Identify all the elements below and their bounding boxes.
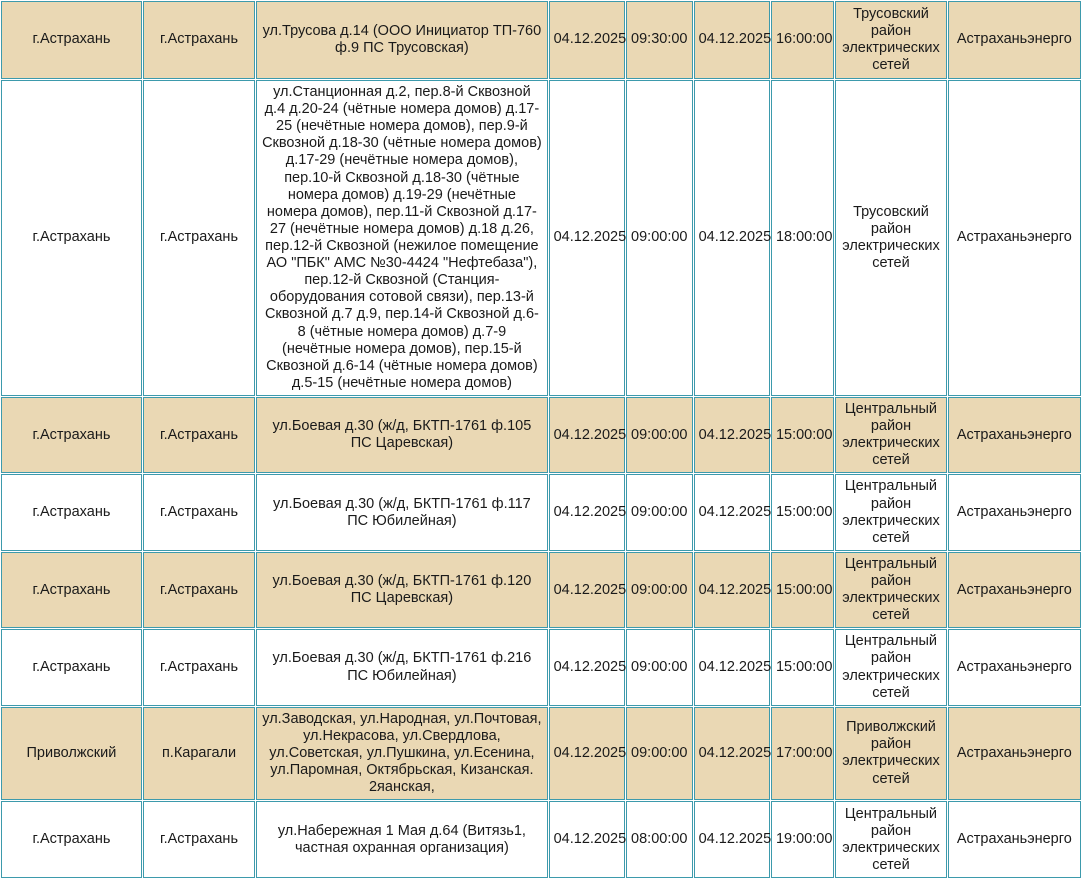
cell-address: ул.Боевая д.30 (ж/д, БКТП-1761 ф.117 ПС Юбилейная)	[256, 474, 547, 550]
cell-address: ул.Боевая д.30 (ж/д, БКТП-1761 ф.120 ПС Царевская)	[256, 552, 547, 628]
cell-organization: Астраханьэнерго	[948, 552, 1081, 628]
cell-locality: г.Астрахань	[143, 552, 255, 628]
table-row	[1, 801, 1081, 878]
cell-start-date: 04.12.2025	[549, 474, 625, 550]
cell-network-district: Трусовский район электрических сетей	[835, 1, 946, 79]
cell-network-district: Центральный район электрических сетей	[835, 397, 946, 473]
cell-end-time: 15:00:00	[771, 397, 834, 473]
cell-start-time: 09:00:00	[626, 552, 693, 628]
cell-locality: г.Астрахань	[143, 474, 255, 550]
cell-end-date: 04.12.2025	[694, 552, 770, 628]
cell-end-time: 15:00:00	[771, 552, 834, 628]
cell-locality: г.Астрахань	[143, 397, 255, 473]
cell-end-time: 15:00:00	[771, 474, 834, 550]
cell-network-district: Центральный район электрических сетей	[835, 801, 946, 878]
cell-district: г.Астрахань	[1, 397, 142, 473]
cell-district: Приволжский	[1, 707, 142, 801]
cell-organization: Астраханьэнерго	[948, 80, 1081, 396]
cell-start-time: 09:00:00	[626, 397, 693, 473]
table-row	[1, 80, 1081, 396]
cell-start-date: 04.12.2025	[549, 397, 625, 473]
cell-end-time: 15:00:00	[771, 629, 834, 705]
cell-start-time: 09:00:00	[626, 474, 693, 550]
cell-district: г.Астрахань	[1, 629, 142, 705]
table-row	[1, 629, 1081, 705]
cell-start-date: 04.12.2025	[549, 1, 625, 79]
cell-address: ул.Боевая д.30 (ж/д, БКТП-1761 ф.105 ПС Царевская)	[256, 397, 547, 473]
cell-locality: г.Астрахань	[143, 801, 255, 878]
cell-district: г.Астрахань	[1, 1, 142, 79]
cell-district: г.Астрахань	[1, 801, 142, 878]
cell-end-date: 04.12.2025	[694, 801, 770, 878]
cell-end-time: 16:00:00	[771, 1, 834, 79]
outage-table-body	[1, 1, 1081, 878]
cell-end-date: 04.12.2025	[694, 80, 770, 396]
cell-end-date: 04.12.2025	[694, 1, 770, 79]
cell-end-time: 19:00:00	[771, 801, 834, 878]
cell-start-date: 04.12.2025	[549, 629, 625, 705]
cell-organization: Астраханьэнерго	[948, 707, 1081, 801]
cell-start-date: 04.12.2025	[549, 552, 625, 628]
cell-start-date: 04.12.2025	[549, 707, 625, 801]
cell-network-district: Центральный район электрических сетей	[835, 474, 946, 550]
cell-organization: Астраханьэнерго	[948, 629, 1081, 705]
cell-start-time: 09:30:00	[626, 1, 693, 79]
cell-network-district: Центральный район электрических сетей	[835, 552, 946, 628]
cell-end-date: 04.12.2025	[694, 629, 770, 705]
table-row	[1, 552, 1081, 628]
cell-address: ул.Набережная 1 Мая д.64 (Витязь1, частная охранная организация)	[256, 801, 547, 878]
cell-start-time: 09:00:00	[626, 629, 693, 705]
cell-locality: п.Карагали	[143, 707, 255, 801]
cell-end-time: 17:00:00	[771, 707, 834, 801]
cell-locality: г.Астрахань	[143, 1, 255, 79]
cell-start-date: 04.12.2025	[549, 80, 625, 396]
cell-address: ул.Боевая д.30 (ж/д, БКТП-1761 ф.216 ПС Юбилейная)	[256, 629, 547, 705]
cell-organization: Астраханьэнерго	[948, 397, 1081, 473]
cell-organization: Астраханьэнерго	[948, 801, 1081, 878]
cell-end-time: 18:00:00	[771, 80, 834, 396]
table-row	[1, 397, 1081, 473]
table-row	[1, 474, 1081, 550]
cell-organization: Астраханьэнерго	[948, 1, 1081, 79]
cell-organization: Астраханьэнерго	[948, 474, 1081, 550]
cell-end-date: 04.12.2025	[694, 397, 770, 473]
cell-start-time: 09:00:00	[626, 80, 693, 396]
cell-start-time: 08:00:00	[626, 801, 693, 878]
cell-address: ул.Трусова д.14 (ООО Инициатор ТП-760 ф.9 ПС Трусовская)	[256, 1, 547, 79]
cell-network-district: Центральный район электрических сетей	[835, 629, 946, 705]
cell-district: г.Астрахань	[1, 80, 142, 396]
cell-district: г.Астрахань	[1, 474, 142, 550]
cell-locality: г.Астрахань	[143, 80, 255, 396]
cell-start-time: 09:00:00	[626, 707, 693, 801]
cell-district: г.Астрахань	[1, 552, 142, 628]
table-row	[1, 1, 1081, 79]
cell-start-date: 04.12.2025	[549, 801, 625, 878]
cell-address: ул.Станционная д.2, пер.8-й Сквозной д.4 д.20-24 (чётные номера домов) д.17-25 (нечётные номера домов), пер.9-й Сквозной д.18-30 (чётные номера домов) д.17-29 (нечётные номера домов), пер.10-й Сквозной д.18-30 (чётные номера домов) д.19-29 (нечётные номера домов), пер.11-й Сквозной д.17-27 (нечётные номера домов) д.18 д.26, пер.12-й Сквозной (нежилое помещение АО "ПБК" АМС №30-4424 "Нефтебаза"), пер.12-й Сквозной (Станция-оборудования сотовой связи), пер.13-й Сквозной д.7 д.9, пер.14-й Сквозной д.6-8 (чётные номера домов) д.7-9 (нечётные номера домов), пер.15-й Сквозной д.6-14 (чётные номера домов) д.5-15 (нечётные номера домов)	[256, 80, 547, 396]
cell-locality: г.Астрахань	[143, 629, 255, 705]
cell-address: ул.Заводская, ул.Народная, ул.Почтовая, ул.Некрасова, ул.Свердлова, ул.Советская, ул.Пушкина, ул.Есенина, ул.Паромная, Октябрьская, Кизанская. 2яанская,	[256, 707, 547, 801]
cell-network-district: Трусовский район электрических сетей	[835, 80, 946, 396]
cell-end-date: 04.12.2025	[694, 707, 770, 801]
table-row	[1, 707, 1081, 801]
cell-network-district: Приволжский район электрических сетей	[835, 707, 946, 801]
cell-end-date: 04.12.2025	[694, 474, 770, 550]
